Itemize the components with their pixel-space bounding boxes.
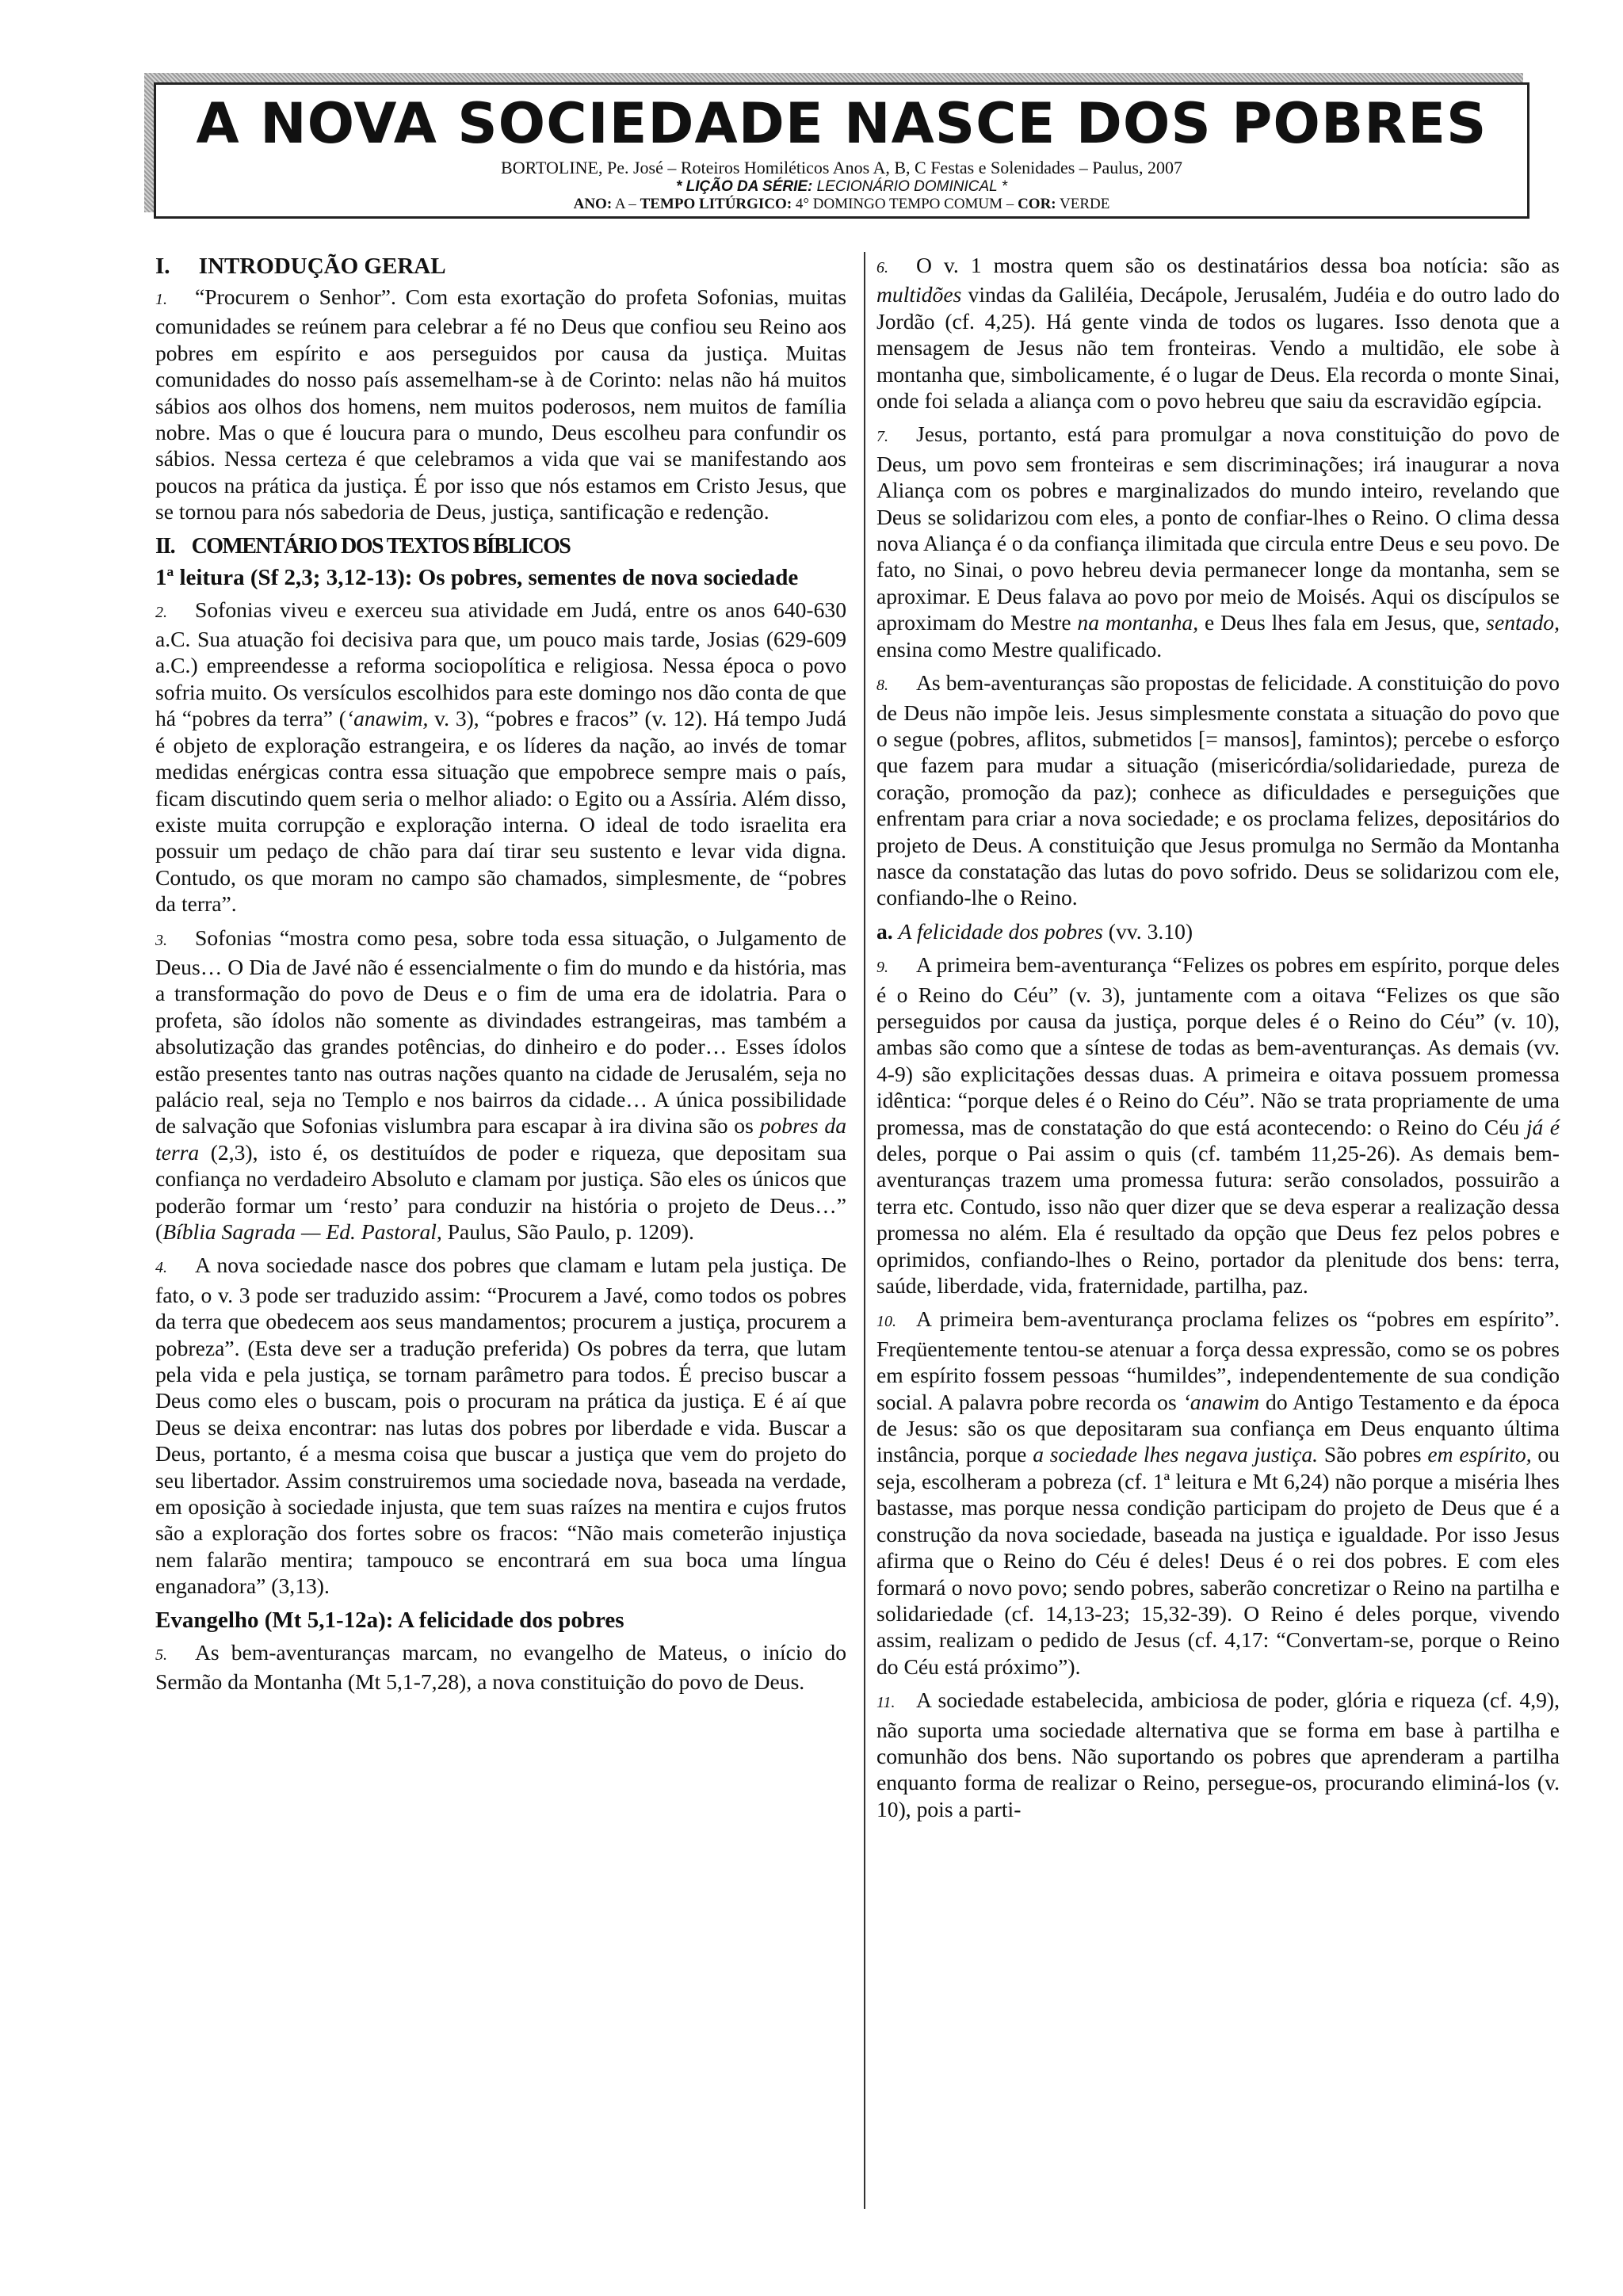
paragraph-text: “Procurem o Senhor”. Com esta exortação do profeta Sofonias, muitas comunidades se reúnem para celebrar a fé no Deus que confiou seu Reino aos pobres em espírito e aos perseguidos por causa da justiça. Muitas comunidades do nosso país assemelham-se à de Corinto: nelas não há muitos sábios aos olhos dos homens, nem muitos poderosos, nem muitos de família nobre. Mas o que é loucura para o mundo, Deus escolheu para confundir os sábios. Nessa certeza é que celebramos a vida que vai se manifestando aos poucos na prática da justiça. É por isso que nós estamos em Cristo Jesus, que se tornou para nós sabedoria de Deus, justiça, santificação e redenção. (155, 284, 846, 524)
paragraph-text: A primeira bem-aventurança “Felizes os pobres em espírito, porque deles é o Reino do Céu” (v. 3), juntamente com a oitava “Felizes os que são perseguidos por causa da justiça, porque deles é o Reino do Céu” (v. 10), ambas são como que a síntese de todas as bem-aventuranças. As demais (vv. 4-9) são explicitações dessas duas. A primeira e oitava possuem promessa idêntica: “porque deles é o Reino do Céu”. Não se trata propriamente de uma promessa, mas de constatação do que está acontecendo: o Reino do Céu (876, 952, 1560, 1139)
subsection-title: A felicidade dos pobres (898, 918, 1103, 944)
series-line (156, 178, 1527, 196)
paragraph-italic: ‘anawim (1182, 1389, 1260, 1414)
paragraph-4 (155, 1252, 846, 1599)
paragraph-italic: a sociedade lhes negava justiça. (1033, 1442, 1319, 1467)
section-heading-comentario: II. COMENTÁRIO DOS TEXTOS BÍBLICOS (155, 533, 571, 559)
paragraph-italic: pobres da terra (155, 1113, 846, 1165)
paragraph-text: O v. 1 mostra quem são os destinatários dessa boa notícia: são as (916, 253, 1560, 277)
paragraph-3 (155, 925, 846, 1245)
paragraph-9 (876, 952, 1560, 1299)
series-label: * LIÇÃO DA SÉRIE: (675, 178, 813, 195)
paragraph-italic: multidões (876, 282, 962, 307)
paragraph-italic: em espírito, (1427, 1442, 1532, 1467)
paragraph-italic: sentado, (1486, 610, 1560, 635)
paragraph-number: 3. (155, 931, 167, 949)
paragraph-text: As bem-aventuranças são propostas de felicidade. A constituição do povo de Deus não impõe leis. Jesus simplesmente constata a situação do povo que o segue (pobres, aflitos, submetidos [= mansos], famintos); percebe o esforço que fazem para mudar a situação (misericórdia/solidariedade, pureza de coração, promoção da paz); conhece as dificuldades e perseguições que enfrentam para criar a nova sociedade; e os proclama felizes, depositários do projeto de Deus. A constituição que Jesus promulga no Sermão da Montanha nasce da constatação das lutas do povo sofrido. Deus se solidarizou com ele, confiando-lhe o Reino. (876, 670, 1560, 910)
subsection-a (876, 918, 1560, 944)
paragraph-number: 11. (876, 1694, 896, 1712)
cor-label: COR: (1018, 196, 1056, 212)
paragraph-text: vindas da Galiléia, Decápole, Jerusalém, Judéia e do outro lado do Jordão (cf. 4,25). Há gente vinda de todos os lugares. Isso denota que a mensagem de Jesus não tem fronteiras. Vendo a multidão, ele sobe à montanha que, simbolicamente, é o lugar de Deus. Ela recorda o monte Sinai, onde foi selada a aliança com o povo hebreu que saiu da escravidão egípcia. (876, 282, 1560, 414)
paragraph-italic: já é (1526, 1114, 1560, 1139)
page-title: A NOVA SOCIEDADE NASCE DOS POBRES (196, 91, 1487, 156)
paragraph-text: (2,3), isto é, os destituídos de poder e riqueza, que depositam sua confiança no verdadeiro Absoluto e clamam por justiça. São eles os únicos que poderão formar um ‘resto’ para conduzir na história o projeto de Deus…” ( (155, 1139, 846, 1244)
paragraph-8 (876, 669, 1560, 911)
paragraph-number: 10. (876, 1313, 896, 1331)
paragraph-italic: ‘anawim, (346, 706, 429, 731)
left-column (155, 252, 846, 1703)
paragraph-10 (876, 1306, 1560, 1680)
paragraph-text: As bem-aventuranças marcam, no evangelho de Mateus, o início do Sermão da Montanha (Mt 5,1-7,28), a nova constituição do povo de Deus. (155, 1639, 846, 1695)
paragraph-text: Jesus, portanto, está para promulgar a nova constituição do povo de Deus, um povo sem fronteiras e sem discriminações; irá inaugurar a nova Aliança com os pobres e marginalizados do mundo inteiro, revelando que Deus se solidarizou com eles, a ponto de confiar-lhes o Reino. O clima dessa nova Aliança é o da confiança ilimitada que circula entre Deus e seu povo. De fato, no Sinai, o povo hebreu devia permanecer longe da montanha, sem se aproximar. E Deus falava ao povo por meio de Moisés. Aqui os discípulos se aproximam do Mestre (876, 421, 1560, 635)
tempo-label: TEMPO LITÚRGICO: (640, 196, 792, 212)
paragraph-text: A sociedade estabelecida, ambiciosa de poder, glória e riqueza (cf. 4,9), não suporta uma sociedade alternativa que se forma em base à partilha e comunhão dos bens. Não suportando os pobres que aprenderam a partilha enquanto forma de realizar o Reino, persegue-os, procurando eliminá-los (v. 10), pois a parti- (876, 1688, 1560, 1821)
paragraph-text: Sofonias “mostra como pesa, sobre toda essa situação, o Julgamento de Deus… O Dia de Javé não é essencialmente o fim do mundo e da história, mas a transformação do povo de Deus e o fim de uma era de idolatria. Para o profeta, são ídolos não somente as divindades estrangeiras, mas também a absolutização das grandes potências, do dinheiro e do poder… Esses ídolos estão presentes tanto nas outras nações quanto na cidade de Jerusalém, seja no palácio real, seja no Templo e nos bairros da cidade… A única possibilidade de salvação que Sofonias vislumbra para escapar à ira divina são os (155, 925, 846, 1138)
paragraph-text: Paulus, São Paulo, p. 1209). (441, 1219, 694, 1244)
paragraph-number: 5. (155, 1646, 167, 1664)
paragraph-number: 7. (876, 428, 888, 446)
paragraph-number: 1. (155, 291, 167, 308)
subheading-leitura: 1ª leitura (Sf 2,3; 3,12-13): Os pobres, sementes de nova sociedade (155, 564, 799, 590)
paragraph-6 (876, 252, 1560, 414)
cor-value: VERDE (1060, 196, 1110, 212)
paragraph-text: A primeira bem-aventurança proclama felizes os “pobres em espírito”. Freqüentemente tentou-se atenuar a força dessa expressão, como se os pobres em espírito fossem pessoas “humildes”, independentemente de sua condição social. A palavra pobre recorda os (876, 1306, 1560, 1414)
subsection-letter: a. (876, 918, 893, 944)
paragraph-text: v. 3), “pobres e fracos” (v. 12). Há tempo Judá é objeto de exploração estrangeira, e os líderes da nação, ao invés de tomar medidas enérgicas contra essa situação que empobrece sempre mais o país, ficam discutindo quem seria o melhor aliado: o Egito ou a Assíria. Além disso, existe muita corrupção e exploração interna. O ideal de todo israelita era possuir um pedaço de chão para daí tirar seu sustento e levar vida digna. Contudo, os que moram no campo são chamados, simplesmente, de “pobres da terra”. (155, 706, 846, 917)
subsection-ref: (vv. 3.10) (1108, 918, 1193, 944)
source-reference: BORTOLINE, Pe. José – Roteiros Homiléticos Anos A, B, C Festas e Solenidades – Paulus, 2007 (501, 158, 1182, 177)
header-box (154, 82, 1529, 219)
paragraph-number: 8. (876, 677, 888, 695)
paragraph-11 (876, 1687, 1560, 1822)
paragraph-text: São pobres (1318, 1442, 1428, 1467)
paragraph-5 (155, 1639, 846, 1695)
tempo-value: 4° DOMINGO TEMPO COMUM – (795, 196, 1014, 212)
paragraph-italic: Bíblia Sagrada — Ed. Pastoral, (162, 1219, 442, 1244)
ano-label: ANO: (573, 196, 613, 212)
paragraph-text: ou seja, escolheram a pobreza (cf. 1ª leitura e Mt 6,24) não porque a miséria lhes bastasse, mas porque nessa condição participam do projeto de Deus que é a construção da nova sociedade, baseada na justiça e igualdade. Por isso Jesus afirma que o Reino do Céu é deles! Deus é o rei dos pobres. E com eles formará o novo povo; sendo pobres, saberão concretizar o Reino na partilha e solidariedade (cf. 14,13-23; 15,32-39). O Reino é deles porque, vivendo assim, realizam o pedido de Jesus (cf. 4,17: “Convertam-se, porque o Reino do Céu está próximo”). (876, 1442, 1560, 1679)
subheading-evangelho: Evangelho (Mt 5,1-12a): A felicidade dos pobres (155, 1607, 624, 1633)
paragraph-text: deles, porque o Pai assim o quis (cf. também 11,25-26). As demais bem-aventuranças trazem uma promessa futura: serão consolados, possuirão a terra etc. Contudo, isso não quer dizer que se deva esperar a realização dessa promessa no além. Ela é resultado da opção que Deus fez pelos pobres e oprimidos, confiando-lhes o Reino, portador da plenitude dos bens: terra, saúde, liberdade, vida, fraternidade, partilha, paz. (876, 1141, 1560, 1299)
paragraph-text: A nova sociedade nasce dos pobres que clamam e lutam pela justiça. De fato, o v. 3 pode ser traduzido assim: “Procurem a Javé, como todos os pobres da terra que obedecem aos seus mandamentos; procurem a justiça, procurem a pobreza”. (Esta deve ser a tradução preferida) Os pobres da terra, que lutam pela vida e pela justiça, se tornam parâmetro para todos. É preciso buscar a Deus como eles o buscam, pois o procuram na prática da justiça. E é aí que Deus se deixa encontrar: nas lutas dos pobres por liberdade e vida. Buscar a Deus, portanto, é a mesma coisa que buscar a justiça que vem do projeto do seu libertador. Assim construiremos uma sociedade nova, baseada na verdade, em oposição à sociedade injusta, que tem suas raízes na mentira e cujos frutos são a exploração dos fortes sobre os fracos: “Não mais cometerão injustiça nem falarão mentira; tampouco se encontrará em sua boca uma língua enganadora” (3,13). (155, 1253, 846, 1599)
liturgical-info (156, 196, 1527, 213)
section-heading-intro: I. INTRODUÇÃO GERAL (155, 254, 446, 279)
series-name: LECIONÁRIO DOMINICAL * (816, 178, 1008, 195)
ano-value: A – (614, 196, 636, 212)
paragraph-text: e Deus lhes fala em Jesus, que, (1198, 610, 1487, 635)
header (144, 73, 1533, 222)
right-column (864, 252, 1560, 2209)
paragraph-text: ensina como Mestre qualificado. (876, 636, 1163, 662)
paragraph-1 (155, 284, 846, 525)
paragraph-7 (876, 421, 1560, 662)
paragraph-number: 9. (876, 959, 888, 977)
paragraph-number: 6. (876, 259, 888, 277)
paragraph-italic: na montanha, (1077, 610, 1199, 635)
paragraph-text: Sofonias viveu e exerceu sua atividade em Judá, entre os anos 640-630 a.C. Sua atuação foi decisiva para que, um pouco mais tarde, Josias (629-609 a.C.) empreendesse a reforma sociopolítica e religiosa. Nessa época o povo sofria muito. Os versículos escolhidos para este domingo nos dão conta de que há “pobres da terra” ( (155, 597, 846, 731)
paragraph-number: 2. (155, 603, 167, 621)
paragraph-2 (155, 597, 846, 917)
paragraph-text: do Antigo Testamento e da época de Jesus: são os que depositaram sua confiança em Deus enquanto última instância, porque (876, 1389, 1560, 1467)
paragraph-number: 4. (155, 1259, 167, 1277)
